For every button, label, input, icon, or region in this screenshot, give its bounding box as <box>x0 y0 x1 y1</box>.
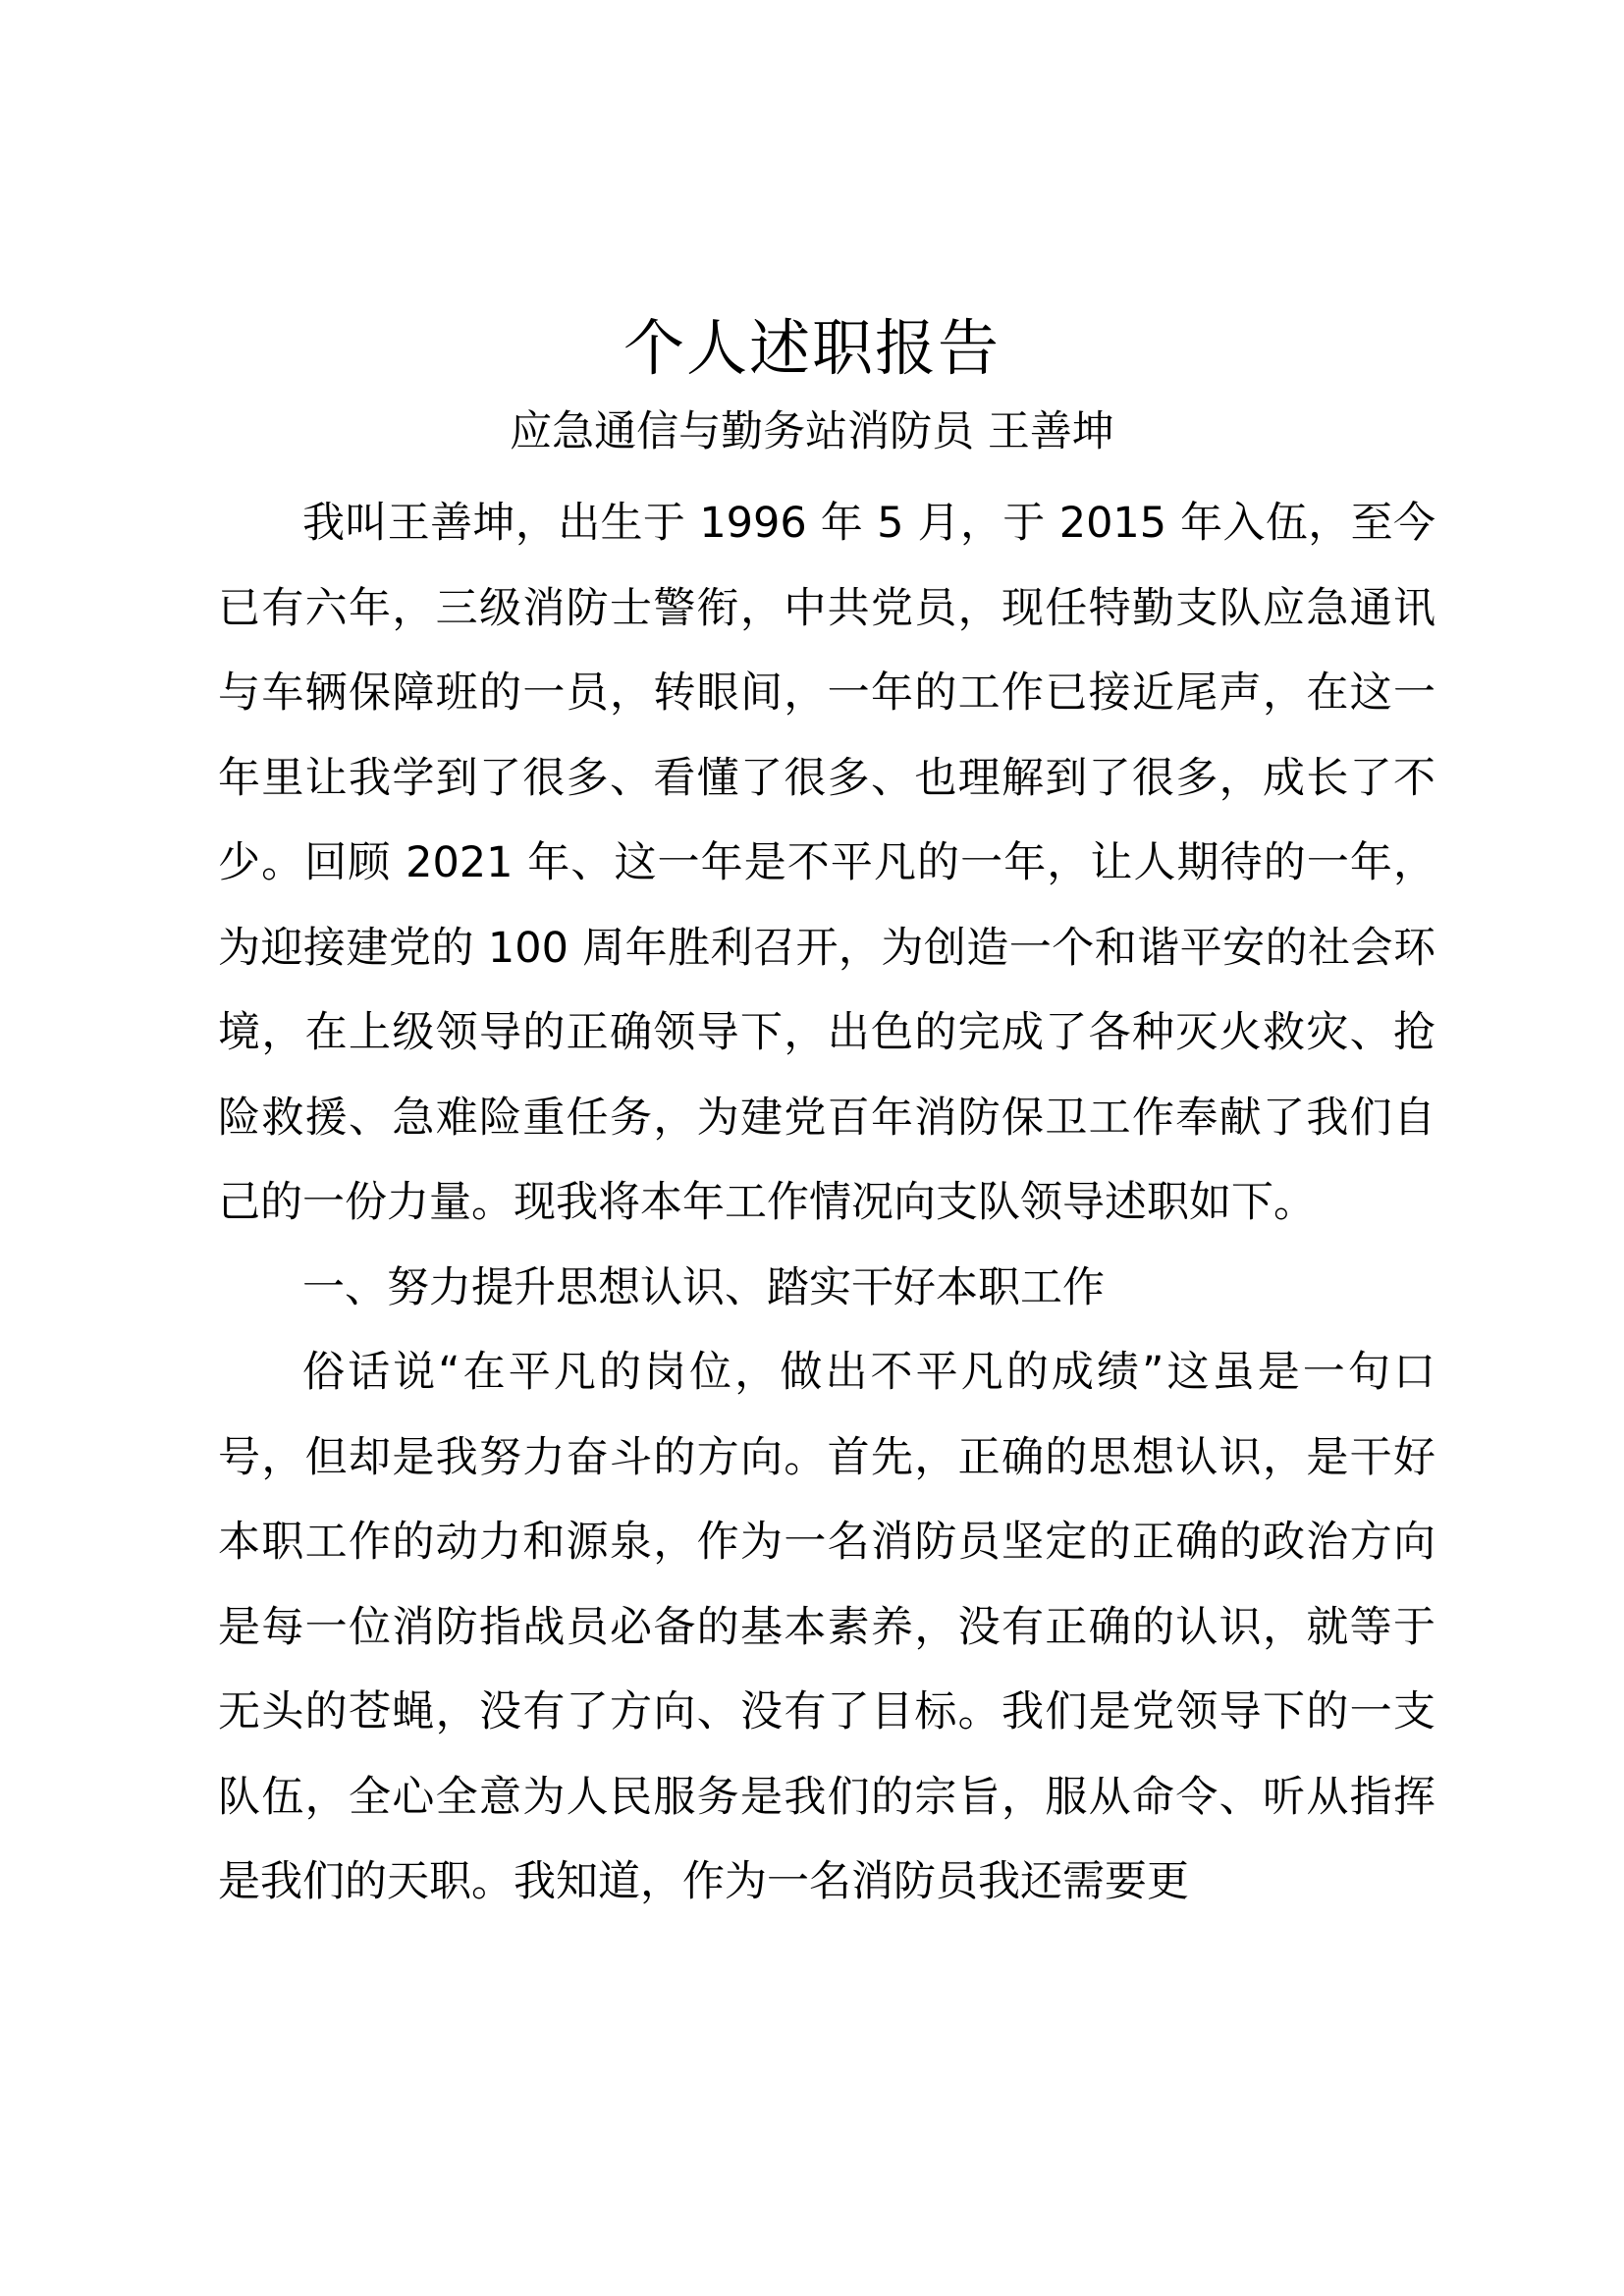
section-heading-1: 一、努力提升思想认识、踏实干好本职工作 <box>302 1262 1105 1312</box>
document-subtitle: 应急通信与勤务站消防员 王善坤 <box>510 407 1114 456</box>
document-body <box>218 481 1435 1925</box>
paragraph-section-1: 俗话说“在平凡的岗位，做出不平凡的成绩”这虽是一句口号，但却是我努力奋斗的方向。首先，正确的思想认识，是干好本职工作的动力和源泉，作为一名消防员坚定的正确的政治方向是每一位消防指战员必备的基本素养，没有正确的认识，就等于无头的苍蝇，没有了方向、没有了目标。我们是党领导下的一支队伍，全心全意为人民服务是我们的宗旨，服从命令、听从指挥是我们的天职。我知道，作为一名消防员我还需要更 <box>218 1348 1435 1906</box>
paragraph-intro: 我叫王善坤，出生于 1996 年 5 月，于 2015 年入伍，至今已有六年，三级消防士警衔，中共党员，现任特勤支队应急通讯与车辆保障班的一员，转眼间，一年的工作已接近尾声，在这一年里让我学到了很多、看懂了很多、也理解到了很多，成长了不少。回顾 2021 年、这一年是不平凡的一年，让人期待的一年，为迎接建党的 100 周年胜利召开，为创造一个和谐平安的社会环境，在上级领导的正确领导下，出色的完成了各种灭火救灾、抢险救援、急难险重任务，为建党百年消防保卫工作奉献了我们自己的一份力量。现我将本年工作情况向支队领导述职如下。 <box>218 499 1435 1227</box>
document-title: 个人述职报告 <box>623 312 1001 384</box>
